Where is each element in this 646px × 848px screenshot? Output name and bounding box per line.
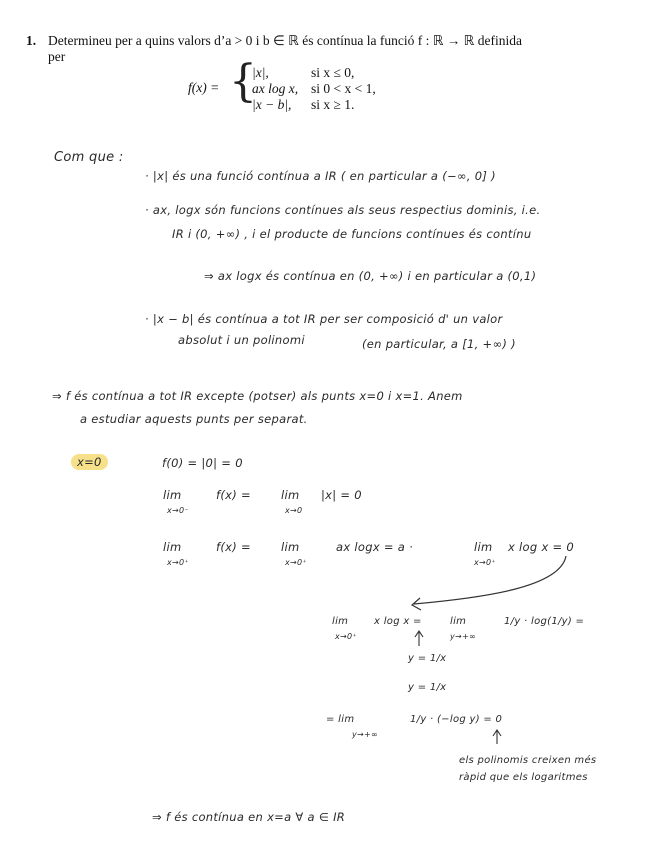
case2-cond: si 0 < x < 1, — [311, 81, 376, 96]
up-arrow-substitution — [415, 631, 423, 646]
case3-expr: |x − b|, — [252, 97, 292, 112]
case3-cond: si x ≥ 1. — [311, 97, 355, 112]
side-expression: 1/y · log(1/y) = — [504, 616, 585, 627]
right-limit-xlogx: x log x = 0 — [508, 540, 575, 554]
up-arrow-remark — [493, 730, 501, 744]
final-conclusion: ⇒ f és contínua en x=a ∀ a ∈ IR — [152, 810, 346, 824]
curved-arrow — [414, 556, 566, 604]
bullet-abs-x: · |x| és una funció contínua a IR ( en particular a (−∞, 0] ) — [145, 169, 496, 183]
conclusion-line2: a estudiar aquests punts per separat. — [80, 412, 308, 426]
side-result: 1/y · (−log y) = 0 — [410, 714, 503, 725]
left-limit-sub: x→0⁻ — [167, 506, 189, 515]
remark-line1: els polinomis creixen més — [459, 755, 597, 766]
side-lim3: = lim — [326, 714, 355, 725]
right-limit-ax-logx: ax logx = a · — [336, 540, 414, 554]
side-lim2: lim — [450, 616, 467, 627]
highlight-x0: x=0 — [71, 454, 108, 470]
case1-expr: |x|, — [252, 65, 269, 80]
side-lim3-sub: y→+∞ — [352, 730, 379, 739]
right-limit-sub2: x→0⁺ — [285, 558, 307, 567]
case2-expr: ax log x, — [252, 81, 299, 96]
problem-number: 1. — [26, 33, 37, 48]
right-limit-lim3: lim — [474, 540, 493, 554]
conclusion-line1: ⇒ f és contínua a tot IR excepte (potser) als punts x=0 i x=1. Anem — [52, 389, 463, 403]
remark-line2: ràpid que els logaritmes — [459, 772, 588, 783]
bullet-ax-logx-conclusion: ⇒ ax logx és contínua en (0, +∞) i en particular a (0,1) — [204, 269, 537, 283]
side-xlogx: x log x = — [374, 616, 422, 627]
right-limit-sub: x→0⁺ — [167, 558, 189, 567]
left-limit-sub2: x→0 — [285, 506, 303, 515]
bullet-ax-logx-line2: IR i (0, +∞) , i el producte de funcions contínues és contínu — [172, 227, 532, 241]
side-lim2-sub: y→+∞ — [450, 632, 477, 641]
bullet-ax-logx: · ax, logx són funcions contínues als seus respectius dominis, i.e. — [145, 203, 541, 217]
bullet-abs-x-minus-b-line2: absolut i un polinomi — [178, 333, 305, 347]
right-limit-lim2: lim — [281, 540, 300, 554]
right-limit-lim: lim — [163, 540, 182, 554]
bullet-abs-x-minus-b: · |x − b| és contínua a tot IR per ser composició d' un valor — [145, 312, 503, 326]
case1-cond: si x ≤ 0, — [311, 65, 355, 80]
right-limit-sub3: x→0⁺ — [474, 558, 496, 567]
right-limit-fx: f(x) = — [216, 540, 251, 554]
bullet-abs-x-minus-b-particular: (en particular, a [1, +∞) ) — [362, 337, 516, 351]
side-lim: lim — [332, 616, 349, 627]
left-limit-lim2: lim — [281, 488, 300, 502]
problem-statement-line2: per — [48, 49, 66, 64]
piecewise-lhs: f(x) = — [188, 80, 220, 95]
left-limit-value: |x| = 0 — [321, 488, 362, 502]
left-limit-fx: f(x) = — [216, 488, 251, 502]
left-limit-lim: lim — [163, 488, 182, 502]
substitution-1: y = 1/x — [408, 653, 447, 664]
side-lim-sub: x→0⁺ — [335, 632, 357, 641]
piecewise-brace: { — [229, 56, 257, 107]
substitution-2: y = 1/x — [408, 682, 447, 693]
intro-text: Com que : — [54, 150, 124, 165]
problem-statement-line1: Determineu per a quins valors d’a > 0 i b ∈ ℝ és contínua la funció f : ℝ → ℝ definida — [48, 33, 522, 48]
f-of-zero: f(0) = |0| = 0 — [162, 456, 243, 470]
